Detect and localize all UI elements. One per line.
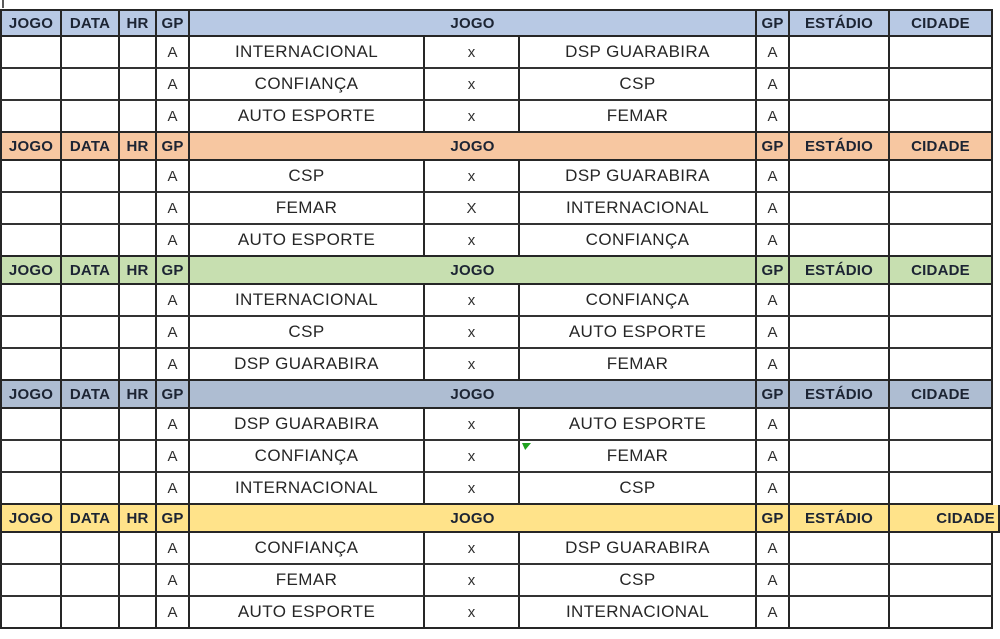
cell-gp-home[interactable]: A	[157, 317, 190, 349]
cell-jogo-num[interactable]	[0, 285, 62, 317]
header-data[interactable]: DATA	[62, 257, 120, 285]
cell-cidade[interactable]	[890, 69, 993, 101]
cell-gp-away[interactable]: A	[757, 101, 790, 133]
cell-home-team[interactable]: CONFIANÇA	[190, 441, 425, 473]
header-cidade[interactable]: CIDADE	[890, 133, 993, 161]
cell-cidade[interactable]	[890, 225, 993, 257]
group-header-row	[0, 381, 993, 409]
schedule-table	[0, 9, 1000, 629]
cell-jogo-num[interactable]	[0, 533, 62, 565]
cell-versus[interactable]: x	[425, 225, 520, 257]
cell-jogo-num[interactable]	[0, 473, 62, 505]
crop-artifact-mark	[2, 0, 4, 8]
cell-gp-home[interactable]: A	[157, 597, 190, 629]
header-gp-home[interactable]: GP	[157, 505, 190, 533]
cell-gp-away[interactable]: A	[757, 69, 790, 101]
header-jogo-num[interactable]: JOGO	[0, 381, 62, 409]
header-gp-away[interactable]: GP	[757, 257, 790, 285]
cell-jogo-num[interactable]	[0, 349, 62, 381]
cell-versus[interactable]: x	[425, 441, 520, 473]
cell-data[interactable]	[62, 285, 120, 317]
header-game[interactable]: JOGO	[190, 381, 757, 409]
cell-home-team[interactable]: FEMAR	[190, 193, 425, 225]
header-estadio[interactable]: ESTÁDIO	[790, 505, 890, 533]
cell-home-team[interactable]: FEMAR	[190, 565, 425, 597]
cell-estadio[interactable]	[790, 37, 890, 69]
cell-gp-home[interactable]: A	[157, 101, 190, 133]
cell-gp-away[interactable]: A	[757, 565, 790, 597]
cell-gp-home[interactable]: A	[157, 37, 190, 69]
cell-home-team[interactable]: CONFIANÇA	[190, 533, 425, 565]
cell-estadio[interactable]	[790, 597, 890, 629]
cell-data[interactable]	[62, 317, 120, 349]
cell-away-team[interactable]: AUTO ESPORTE	[520, 317, 757, 349]
match-row	[0, 409, 993, 441]
cell-hr[interactable]	[120, 225, 157, 257]
cell-jogo-num[interactable]	[0, 317, 62, 349]
cell-gp-away[interactable]: A	[757, 597, 790, 629]
cell-away-team[interactable]: DSP GUARABIRA	[520, 533, 757, 565]
cell-hr[interactable]	[120, 533, 157, 565]
match-row	[0, 225, 993, 257]
cell-estadio[interactable]	[790, 349, 890, 381]
match-row	[0, 317, 993, 349]
cell-jogo-num[interactable]	[0, 409, 62, 441]
header-cidade[interactable]: CIDADE	[890, 505, 1000, 533]
cell-hr[interactable]	[120, 285, 157, 317]
cell-estadio[interactable]	[790, 285, 890, 317]
cell-hr[interactable]	[120, 349, 157, 381]
cell-away-team[interactable]: CONFIANÇA	[520, 225, 757, 257]
cell-versus[interactable]: x	[425, 533, 520, 565]
cell-hr[interactable]	[120, 409, 157, 441]
cell-gp-home[interactable]: A	[157, 565, 190, 597]
cell-cidade[interactable]	[890, 37, 993, 69]
header-gp-home[interactable]: GP	[157, 133, 190, 161]
cell-cidade[interactable]	[890, 193, 993, 225]
cell-gp-away[interactable]: A	[757, 409, 790, 441]
header-estadio[interactable]: ESTÁDIO	[790, 257, 890, 285]
cell-home-team[interactable]: AUTO ESPORTE	[190, 225, 425, 257]
cell-hr[interactable]	[120, 69, 157, 101]
cell-estadio[interactable]	[790, 533, 890, 565]
cell-hr[interactable]	[120, 101, 157, 133]
cell-gp-away[interactable]: A	[757, 285, 790, 317]
match-row	[0, 37, 993, 69]
header-estadio[interactable]: ESTÁDIO	[790, 9, 890, 37]
header-gp-home[interactable]: GP	[157, 257, 190, 285]
header-jogo-num[interactable]: JOGO	[0, 9, 62, 37]
group-header-row	[0, 257, 993, 285]
cell-versus[interactable]: x	[425, 317, 520, 349]
cell-away-team[interactable]: CSP	[520, 473, 757, 505]
cell-cidade[interactable]	[890, 473, 993, 505]
cell-versus[interactable]: x	[425, 285, 520, 317]
cell-data[interactable]	[62, 473, 120, 505]
cell-gp-away[interactable]: A	[757, 349, 790, 381]
cell-away-team[interactable]: INTERNACIONAL	[520, 193, 757, 225]
header-gp-away[interactable]: GP	[757, 9, 790, 37]
cell-cidade[interactable]	[890, 161, 993, 193]
cell-hr[interactable]	[120, 597, 157, 629]
cell-gp-away[interactable]: A	[757, 193, 790, 225]
header-gp-home[interactable]: GP	[157, 9, 190, 37]
match-row	[0, 441, 993, 473]
cell-estadio[interactable]	[790, 193, 890, 225]
cell-data[interactable]	[62, 101, 120, 133]
cell-versus[interactable]: x	[425, 597, 520, 629]
cell-data[interactable]	[62, 193, 120, 225]
cell-hr[interactable]	[120, 441, 157, 473]
cell-away-team[interactable]: INTERNACIONAL	[520, 597, 757, 629]
header-hr[interactable]: HR	[120, 381, 157, 409]
cell-data[interactable]	[62, 441, 120, 473]
cell-gp-away[interactable]: A	[757, 533, 790, 565]
header-game[interactable]: JOGO	[190, 133, 757, 161]
cell-cidade[interactable]	[890, 533, 993, 565]
cell-hr[interactable]	[120, 161, 157, 193]
cell-estadio[interactable]	[790, 441, 890, 473]
cell-cidade[interactable]	[890, 409, 993, 441]
group-header-row	[0, 9, 993, 37]
header-hr[interactable]: HR	[120, 505, 157, 533]
cell-gp-away[interactable]: A	[757, 37, 790, 69]
cell-gp-away[interactable]: A	[757, 225, 790, 257]
cell-data[interactable]	[62, 597, 120, 629]
cell-estadio[interactable]	[790, 69, 890, 101]
match-row	[0, 473, 993, 505]
cell-hr[interactable]	[120, 565, 157, 597]
cell-gp-home[interactable]: A	[157, 193, 190, 225]
cell-away-team[interactable]: CSP	[520, 565, 757, 597]
cell-versus[interactable]: x	[425, 409, 520, 441]
cell-estadio[interactable]	[790, 565, 890, 597]
match-row	[0, 565, 993, 597]
header-gp-home[interactable]: GP	[157, 381, 190, 409]
cell-cidade[interactable]	[890, 317, 993, 349]
match-row	[0, 285, 993, 317]
cell-jogo-num[interactable]	[0, 193, 62, 225]
cell-hr[interactable]	[120, 37, 157, 69]
match-row	[0, 69, 993, 101]
cell-gp-home[interactable]: A	[157, 473, 190, 505]
cell-away-team[interactable]: FEMAR	[520, 349, 757, 381]
cell-data[interactable]	[62, 409, 120, 441]
cell-data[interactable]	[62, 349, 120, 381]
cell-home-team[interactable]: CONFIANÇA	[190, 69, 425, 101]
cell-home-team[interactable]: DSP GUARABIRA	[190, 349, 425, 381]
cell-data[interactable]	[62, 565, 120, 597]
match-row	[0, 597, 993, 629]
header-game[interactable]: JOGO	[190, 505, 757, 533]
cell-versus[interactable]: X	[425, 193, 520, 225]
cell-cidade[interactable]	[890, 101, 993, 133]
cell-away-team[interactable]: DSP GUARABIRA	[520, 161, 757, 193]
cell-jogo-num[interactable]	[0, 597, 62, 629]
cell-cidade[interactable]	[890, 441, 993, 473]
cell-away-team[interactable]: DSP GUARABIRA	[520, 37, 757, 69]
cell-estadio[interactable]	[790, 101, 890, 133]
cell-jogo-num[interactable]	[0, 37, 62, 69]
cell-gp-home[interactable]: A	[157, 225, 190, 257]
cell-versus[interactable]: x	[425, 69, 520, 101]
group-header-row	[0, 505, 1000, 533]
header-estadio[interactable]: ESTÁDIO	[790, 133, 890, 161]
header-gp-away[interactable]: GP	[757, 133, 790, 161]
match-row	[0, 161, 993, 193]
cell-jogo-num[interactable]	[0, 101, 62, 133]
cell-home-team[interactable]: DSP GUARABIRA	[190, 409, 425, 441]
cell-home-team[interactable]: INTERNACIONAL	[190, 285, 425, 317]
header-hr[interactable]: HR	[120, 9, 157, 37]
header-game[interactable]: JOGO	[190, 257, 757, 285]
cell-estadio[interactable]	[790, 317, 890, 349]
cell-jogo-num[interactable]	[0, 441, 62, 473]
cell-gp-away[interactable]: A	[757, 161, 790, 193]
cell-versus[interactable]: x	[425, 565, 520, 597]
header-gp-away[interactable]: GP	[757, 505, 790, 533]
match-row	[0, 349, 993, 381]
cell-versus[interactable]: x	[425, 161, 520, 193]
header-data[interactable]: DATA	[62, 505, 120, 533]
header-data[interactable]: DATA	[62, 381, 120, 409]
cell-data[interactable]	[62, 533, 120, 565]
cell-gp-home[interactable]: A	[157, 285, 190, 317]
cell-gp-home[interactable]: A	[157, 441, 190, 473]
cell-away-team[interactable]: CSP	[520, 69, 757, 101]
header-cidade[interactable]: CIDADE	[890, 9, 993, 37]
cell-away-team[interactable]: FEMAR	[520, 441, 757, 473]
cell-jogo-num[interactable]	[0, 161, 62, 193]
group-header-row	[0, 133, 993, 161]
match-row	[0, 533, 993, 565]
cell-estadio[interactable]	[790, 409, 890, 441]
cell-versus[interactable]: x	[425, 37, 520, 69]
cell-gp-home[interactable]: A	[157, 409, 190, 441]
cell-versus[interactable]: x	[425, 473, 520, 505]
cell-jogo-num[interactable]	[0, 69, 62, 101]
header-jogo-num[interactable]: JOGO	[0, 257, 62, 285]
cell-gp-home[interactable]: A	[157, 69, 190, 101]
cell-home-team[interactable]: AUTO ESPORTE	[190, 101, 425, 133]
cell-away-team[interactable]: FEMAR	[520, 101, 757, 133]
header-game[interactable]: JOGO	[190, 9, 757, 37]
header-cidade[interactable]: CIDADE	[890, 381, 993, 409]
cell-estadio[interactable]	[790, 225, 890, 257]
cell-home-team[interactable]: CSP	[190, 317, 425, 349]
match-row	[0, 101, 993, 133]
cell-versus[interactable]: x	[425, 349, 520, 381]
cell-gp-away[interactable]: A	[757, 473, 790, 505]
header-data[interactable]: DATA	[62, 133, 120, 161]
cell-away-team[interactable]: AUTO ESPORTE	[520, 409, 757, 441]
header-hr[interactable]: HR	[120, 133, 157, 161]
cell-jogo-num[interactable]	[0, 565, 62, 597]
header-gp-away[interactable]: GP	[757, 381, 790, 409]
header-hr[interactable]: HR	[120, 257, 157, 285]
cell-hr[interactable]	[120, 317, 157, 349]
cell-cidade[interactable]	[890, 565, 993, 597]
cell-cidade[interactable]	[890, 349, 993, 381]
cell-gp-away[interactable]: A	[757, 441, 790, 473]
cell-gp-home[interactable]: A	[157, 349, 190, 381]
header-jogo-num[interactable]: JOGO	[0, 505, 62, 533]
match-row	[0, 193, 993, 225]
header-estadio[interactable]: ESTÁDIO	[790, 381, 890, 409]
cell-cidade[interactable]	[890, 597, 993, 629]
cell-home-team[interactable]: AUTO ESPORTE	[190, 597, 425, 629]
cell-hr[interactable]	[120, 193, 157, 225]
cell-data[interactable]	[62, 69, 120, 101]
cell-away-team[interactable]: CONFIANÇA	[520, 285, 757, 317]
header-cidade[interactable]: CIDADE	[890, 257, 993, 285]
cell-home-team[interactable]: CSP	[190, 161, 425, 193]
cell-gp-home[interactable]: A	[157, 161, 190, 193]
cell-data[interactable]	[62, 37, 120, 69]
header-jogo-num[interactable]: JOGO	[0, 133, 62, 161]
cell-hr[interactable]	[120, 473, 157, 505]
cell-data[interactable]	[62, 225, 120, 257]
header-data[interactable]: DATA	[62, 9, 120, 37]
cell-home-team[interactable]: INTERNACIONAL	[190, 473, 425, 505]
cell-gp-away[interactable]: A	[757, 317, 790, 349]
cell-estadio[interactable]	[790, 161, 890, 193]
cell-home-team[interactable]: INTERNACIONAL	[190, 37, 425, 69]
cell-estadio[interactable]	[790, 473, 890, 505]
cell-gp-home[interactable]: A	[157, 533, 190, 565]
cell-cidade[interactable]	[890, 285, 993, 317]
cell-jogo-num[interactable]	[0, 225, 62, 257]
cell-versus[interactable]: x	[425, 101, 520, 133]
cell-data[interactable]	[62, 161, 120, 193]
